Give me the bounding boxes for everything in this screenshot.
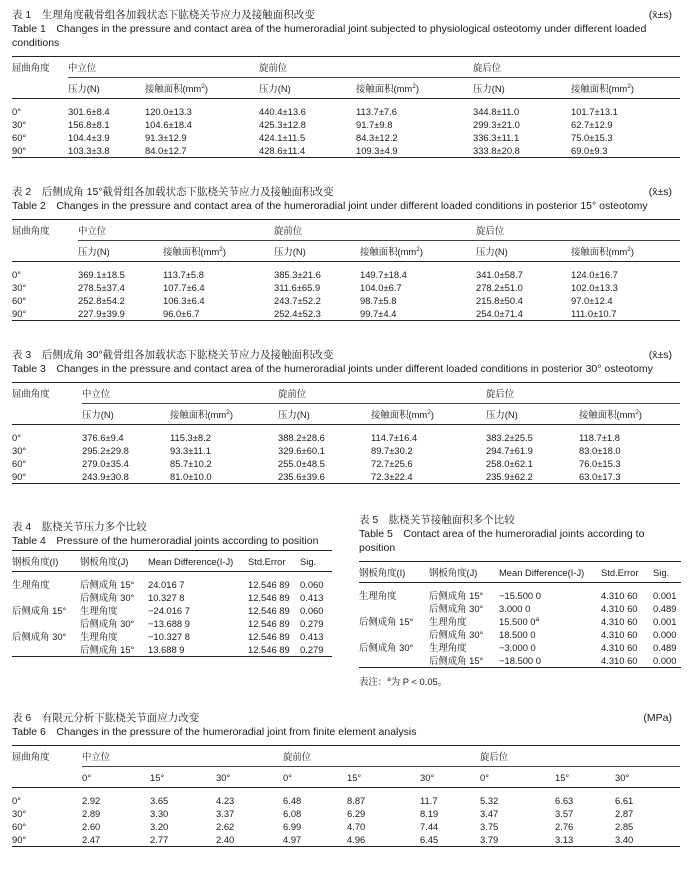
table-cell: 301.6±8.4 bbox=[68, 106, 110, 117]
col-header: Sig. bbox=[300, 555, 317, 567]
table-cell: 75.0±15.3 bbox=[571, 132, 613, 143]
table-cell: 149.7±18.4 bbox=[360, 269, 407, 280]
sub-header: 压力(N) bbox=[82, 408, 114, 420]
table-cell: 63.0±17.3 bbox=[579, 471, 621, 482]
table-cell: 124.0±16.7 bbox=[571, 269, 618, 280]
table-cell: 72.3±22.4 bbox=[371, 471, 413, 482]
sub-header: 接触面积$(mm^2)$ bbox=[163, 245, 226, 257]
table-cell: 97.0±12.4 bbox=[571, 295, 613, 306]
table-cell: 6.63 bbox=[555, 795, 574, 806]
group-header: 旋前位 bbox=[283, 746, 480, 767]
group-header: 中立位 bbox=[78, 220, 274, 241]
group-header: 旋后位 bbox=[486, 383, 680, 404]
sub-header: 压力(N) bbox=[68, 82, 100, 94]
table-cell: 90° bbox=[12, 145, 27, 156]
table-cell: 2.89 bbox=[82, 808, 101, 819]
table-cell: 84.3±12.2 bbox=[356, 132, 398, 143]
sub-header: 接触面积$(mm^2)$ bbox=[579, 408, 642, 420]
table-row bbox=[12, 118, 680, 131]
group-header: 旋后位 bbox=[473, 57, 680, 78]
table-cell: 85.7±10.2 bbox=[170, 458, 212, 469]
table-cell: 6.99 bbox=[283, 821, 302, 832]
table-cell: 生理角度 bbox=[80, 631, 118, 642]
table-cell: 336.3±11.1 bbox=[473, 132, 520, 143]
table-cell: 后侧成角 30° bbox=[12, 631, 67, 642]
table-cell: 254.0±71.4 bbox=[476, 308, 523, 319]
table-cell: 90° bbox=[12, 308, 27, 319]
sub-header: 压力(N) bbox=[476, 245, 508, 257]
table-cell: 60° bbox=[12, 295, 27, 306]
table-row bbox=[12, 444, 680, 457]
table-cell: 2.77 bbox=[150, 834, 169, 845]
table-row bbox=[12, 457, 680, 470]
sub-header: 30° bbox=[216, 771, 231, 783]
table-row bbox=[12, 105, 680, 118]
table-cell: 生理角度 bbox=[359, 590, 397, 601]
table-cell: 3.75 bbox=[480, 821, 499, 832]
table-cell: 156.8±8.1 bbox=[68, 119, 110, 130]
table-cell: 3.57 bbox=[555, 808, 574, 819]
table-cell: 0.001 bbox=[653, 616, 677, 627]
table-cell: 3.37 bbox=[216, 808, 235, 819]
table-cell: 0.060 bbox=[300, 579, 324, 590]
table-cell: 425.3±12.8 bbox=[259, 119, 306, 130]
sub-header: 接触面积$(mm^2)$ bbox=[170, 408, 233, 420]
table-cell: 428.6±11.4 bbox=[259, 145, 306, 156]
table-cell: 生理角度 bbox=[429, 642, 467, 653]
table-cell: 30° bbox=[12, 445, 27, 456]
table-cell: 生理角度 bbox=[429, 616, 467, 627]
table-cell: 6.08 bbox=[283, 808, 302, 819]
table-1-title: 表 1 生理角度截骨组各加载状态下肱桡关节应力及接触面积改变 bbox=[12, 9, 315, 21]
col-header: 钢板角度(I) bbox=[359, 566, 406, 578]
sub-header: 0° bbox=[283, 771, 292, 783]
table-cell: 0.489 bbox=[653, 603, 677, 614]
table-cell: 后侧成角 15° bbox=[429, 655, 484, 666]
table-cell: 30° bbox=[12, 808, 27, 819]
table-cell bbox=[12, 767, 82, 788]
table-cell: 72.7±25.6 bbox=[371, 458, 413, 469]
table-cell: 12.546 89 bbox=[248, 579, 290, 590]
table-row bbox=[12, 294, 680, 307]
table-cell: 4.96 bbox=[347, 834, 366, 845]
table-cell: 后侧成角 30° bbox=[80, 618, 135, 629]
sub-header: 压力(N) bbox=[278, 408, 310, 420]
sub-header: 压力(N) bbox=[259, 82, 291, 94]
col-header: 屈曲角度 bbox=[12, 387, 50, 399]
group-header: 中立位 bbox=[68, 57, 259, 78]
table-row bbox=[359, 654, 681, 668]
table-cell: 12.546 89 bbox=[248, 605, 290, 616]
table-cell: 后侧成角 15° bbox=[12, 605, 67, 616]
table-cell: 0.001 bbox=[653, 590, 677, 601]
table-cell: 98.7±5.8 bbox=[360, 295, 397, 306]
table-row bbox=[12, 833, 680, 847]
table-cell: 3.30 bbox=[150, 808, 169, 819]
table-1-en-title: Table 1 Changes in the pressure and contact area of the humeroradial joint subjected to physiological osteotomy under different loaded conditions bbox=[12, 23, 647, 49]
table-cell: 102.0±13.3 bbox=[571, 282, 618, 293]
group-header: 旋后位 bbox=[480, 746, 680, 767]
table-cell: 后侧成角 15° bbox=[429, 590, 484, 601]
table-cell: 4.310 60 bbox=[601, 655, 638, 666]
sub-header: 接触面积$(mm^2)$ bbox=[356, 82, 419, 94]
table-cell: 6.61 bbox=[615, 795, 634, 806]
table-cell: 388.2±28.6 bbox=[278, 432, 325, 443]
table-cell: 13.688 9 bbox=[148, 644, 185, 655]
sub-header: 压力(N) bbox=[473, 82, 505, 94]
table-row bbox=[359, 589, 681, 602]
table-3-stat: (x̄±s) bbox=[648, 349, 672, 361]
table-row bbox=[12, 144, 680, 158]
table-cell: 333.8±20.8 bbox=[473, 145, 520, 156]
table-cell: 4.70 bbox=[347, 821, 366, 832]
table-cell: 62.7±12.9 bbox=[571, 119, 613, 130]
table-cell: −24.016 7 bbox=[148, 605, 190, 616]
table-cell: 299.3±21.0 bbox=[473, 119, 520, 130]
table-cell: 99.7±4.4 bbox=[360, 308, 397, 319]
table-cell: 3.000 0 bbox=[499, 603, 531, 614]
col-header: Mean Difference(I-J) bbox=[148, 555, 234, 567]
table-cell: 0.279 bbox=[300, 618, 324, 629]
table-cell bbox=[12, 617, 80, 630]
table-cell: 12.546 89 bbox=[248, 644, 290, 655]
table-cell: 83.0±18.0 bbox=[579, 445, 621, 456]
group-header: 中立位 bbox=[82, 383, 278, 404]
sub-header: 接触面积$(mm^2)$ bbox=[571, 245, 634, 257]
table-cell: 84.0±12.7 bbox=[145, 145, 187, 156]
table-cell: 109.3±4.9 bbox=[356, 145, 398, 156]
table-cell: 4.310 60 bbox=[601, 603, 638, 614]
sub-header: 15° bbox=[347, 771, 362, 783]
table-row bbox=[359, 641, 681, 654]
table-4-en-title: Table 4 Pressure of the humeroradial joints according to position bbox=[12, 535, 319, 547]
table-cell: 81.0±10.0 bbox=[170, 471, 212, 482]
table-cell: 30° bbox=[12, 119, 27, 130]
table-cell bbox=[359, 628, 429, 641]
table-cell: 0.000 bbox=[653, 655, 677, 666]
table-cell: 278.5±37.4 bbox=[78, 282, 125, 293]
table-cell: 5.32 bbox=[480, 795, 499, 806]
table-cell: 12.546 89 bbox=[248, 631, 290, 642]
table-cell: 后侧成角 30° bbox=[429, 603, 484, 614]
col-header: 钢板角度(I) bbox=[12, 555, 59, 567]
table-3-title: 表 3 后侧成角 30°截骨组各加载状态下肱桡关节应力及接触面积改变 bbox=[12, 349, 334, 361]
table-cell: 生理角度 bbox=[12, 579, 50, 590]
col-header: Std.Error bbox=[248, 555, 286, 567]
table-cell: −10.327 8 bbox=[148, 631, 190, 642]
table-cell: 341.0±58.7 bbox=[476, 269, 523, 280]
table-cell: 118.7±1.8 bbox=[579, 432, 620, 443]
table-6 bbox=[12, 711, 680, 847]
table-cell: 376.6±9.4 bbox=[82, 432, 124, 443]
sub-header: 30° bbox=[615, 771, 630, 783]
table-row bbox=[12, 820, 680, 833]
table-cell: 103.3±3.8 bbox=[68, 145, 110, 156]
table-cell: 11.7 bbox=[420, 795, 438, 806]
col-header: 屈曲角度 bbox=[12, 224, 50, 236]
table-cell: 3.20 bbox=[150, 821, 169, 832]
table-row bbox=[12, 794, 680, 807]
table-cell: 3.65 bbox=[150, 795, 169, 806]
table-cell: 311.6±65.9 bbox=[274, 282, 321, 293]
col-header: Mean Difference(I-J) bbox=[499, 566, 585, 578]
table-cell: 329.6±60.1 bbox=[278, 445, 325, 456]
sub-header: 接触面积$(mm^2)$ bbox=[571, 82, 634, 94]
table-cell: 101.7±13.1 bbox=[571, 106, 618, 117]
sub-header: 压力(N) bbox=[486, 408, 518, 420]
table-cell: 后侧成角 15° bbox=[80, 644, 135, 655]
table-5-en-title: Table 5 Contact area of the humeroradial joints according to position bbox=[359, 528, 645, 554]
table-cell: 215.8±50.4 bbox=[476, 295, 523, 306]
table-cell: 0.000 bbox=[653, 629, 677, 640]
table-row bbox=[12, 591, 332, 604]
table-cell: 243.7±52.2 bbox=[274, 295, 321, 306]
table-cell: 93.3±11.1 bbox=[170, 445, 211, 456]
table-4 bbox=[12, 520, 332, 657]
col-header: Sig. bbox=[653, 566, 670, 578]
group-header: 旋前位 bbox=[259, 57, 473, 78]
table-cell bbox=[12, 404, 82, 425]
table-cell: 115.3±8.2 bbox=[170, 432, 211, 443]
table-cell: 3.79 bbox=[480, 834, 499, 845]
table-cell: −3.000 0 bbox=[499, 642, 536, 653]
table-cell: 2.92 bbox=[82, 795, 101, 806]
table-cell: 76.0±15.3 bbox=[579, 458, 621, 469]
table-cell: 0° bbox=[12, 269, 21, 280]
table-cell: 后侧成角 30° bbox=[80, 592, 135, 603]
table-3-en-title: Table 3 Changes in the pressure and contact area of the humeroradial joints under different loaded conditions in posterior 30° osteotomy bbox=[12, 363, 653, 375]
table-cell: 114.7±16.4 bbox=[371, 432, 418, 443]
table-row bbox=[12, 604, 332, 617]
table-cell: 369.1±18.5 bbox=[78, 269, 125, 280]
table-cell: 15.500 0$^a$ bbox=[499, 615, 540, 627]
group-header: 旋前位 bbox=[278, 383, 486, 404]
table-row bbox=[12, 268, 680, 281]
table-cell: 60° bbox=[12, 821, 27, 832]
table-cell: 10.327 8 bbox=[148, 592, 185, 603]
table-1-stat: (x̄±s) bbox=[648, 9, 672, 21]
table-cell: 2.85 bbox=[615, 821, 634, 832]
table-cell: 106.3±6.4 bbox=[163, 295, 205, 306]
table-cell: 12.546 89 bbox=[248, 618, 290, 629]
col-header: 屈曲角度 bbox=[12, 61, 50, 73]
col-header: 钢板角度(J) bbox=[429, 566, 478, 578]
table-cell: 后侧成角 30° bbox=[429, 629, 484, 640]
group-header: 旋后位 bbox=[476, 220, 680, 241]
table-cell: −15.500 0 bbox=[499, 590, 541, 601]
table-row bbox=[12, 617, 332, 630]
group-header: 中立位 bbox=[82, 746, 283, 767]
table-cell: 89.7±30.2 bbox=[371, 445, 413, 456]
sub-header: 0° bbox=[480, 771, 489, 783]
table-row bbox=[359, 628, 681, 641]
table-cell: 4.310 60 bbox=[601, 642, 638, 653]
table-row bbox=[12, 630, 332, 643]
table-5-note: 表注：$^a$为 P < 0.05。 bbox=[359, 675, 448, 687]
table-cell: 12.546 89 bbox=[248, 592, 290, 603]
table-cell bbox=[12, 78, 68, 99]
sub-header: 压力(N) bbox=[78, 245, 110, 257]
table-2 bbox=[12, 185, 680, 321]
table-row bbox=[12, 307, 680, 321]
table-cell: 60° bbox=[12, 458, 27, 469]
table-cell: 8.87 bbox=[347, 795, 366, 806]
table-row bbox=[359, 602, 681, 615]
table-cell: 4.310 60 bbox=[601, 616, 638, 627]
table-cell: 4.310 60 bbox=[601, 629, 638, 640]
table-cell: 3.47 bbox=[480, 808, 499, 819]
sub-header: 接触面积$(mm^2)$ bbox=[371, 408, 434, 420]
table-cell bbox=[359, 602, 429, 615]
table-row bbox=[12, 281, 680, 294]
table-cell: 294.7±61.9 bbox=[486, 445, 533, 456]
table-cell: 18.500 0 bbox=[499, 629, 536, 640]
sub-header: 15° bbox=[150, 771, 165, 783]
table-cell: 0.279 bbox=[300, 644, 324, 655]
table-3 bbox=[12, 348, 680, 484]
table-cell: 252.8±54.2 bbox=[78, 295, 125, 306]
table-cell: 258.0±62.1 bbox=[486, 458, 533, 469]
table-cell: 4.23 bbox=[216, 795, 235, 806]
table-cell: 2.60 bbox=[82, 821, 101, 832]
table-5-title: 表 5 肱桡关节接触面积多个比较 bbox=[359, 514, 515, 526]
table-cell bbox=[359, 654, 429, 668]
col-header: Std.Error bbox=[601, 566, 639, 578]
table-cell: 4.310 60 bbox=[601, 590, 638, 601]
sub-header: 压力(N) bbox=[274, 245, 306, 257]
table-4-title: 表 4 肱桡关节压力多个比较 bbox=[12, 521, 147, 533]
table-cell: 后侧成角 15° bbox=[80, 579, 135, 590]
table-cell: 227.9±39.9 bbox=[78, 308, 125, 319]
table-cell: −18.500 0 bbox=[499, 655, 541, 666]
table-cell: 440.4±13.6 bbox=[259, 106, 306, 117]
table-cell: 24.016 7 bbox=[148, 579, 185, 590]
table-cell: 2.62 bbox=[216, 821, 235, 832]
table-cell: 8.19 bbox=[420, 808, 439, 819]
sub-header: 接触面积$(mm^2)$ bbox=[360, 245, 423, 257]
table-cell: 4.97 bbox=[283, 834, 302, 845]
table-cell: 385.3±21.6 bbox=[274, 269, 321, 280]
table-row bbox=[12, 643, 332, 657]
significance-mark: a bbox=[535, 615, 540, 623]
table-row bbox=[12, 470, 680, 484]
table-cell: 0.413 bbox=[300, 592, 324, 603]
table-cell: 424.1±11.5 bbox=[259, 132, 306, 143]
table-cell bbox=[12, 591, 80, 604]
table-cell: 0° bbox=[12, 106, 21, 117]
table-cell: 120.0±13.3 bbox=[145, 106, 192, 117]
table-cell: 113.7±7.6 bbox=[356, 106, 397, 117]
table-cell: −13.688 9 bbox=[148, 618, 190, 629]
table-cell: 91.7±9.8 bbox=[356, 119, 393, 130]
table-cell: 69.0±9.3 bbox=[571, 145, 608, 156]
table-cell: 344.8±11.0 bbox=[473, 106, 520, 117]
table-cell: 104.6±18.4 bbox=[145, 119, 192, 130]
table-cell: 113.7±5.8 bbox=[163, 269, 204, 280]
table-2-en-title: Table 2 Changes in the pressure and contact area of the humeroradial joint under different loaded conditions in posterior 15° osteotomy bbox=[12, 200, 648, 212]
table-cell: 235.6±39.6 bbox=[278, 471, 325, 482]
group-header: 旋前位 bbox=[274, 220, 476, 241]
table-cell bbox=[12, 241, 78, 262]
table-6-en-title: Table 6 Changes in the pressure of the humeroradial joint from finite element analysis bbox=[12, 726, 417, 738]
table-row bbox=[12, 807, 680, 820]
table-cell: 2.47 bbox=[82, 834, 101, 845]
sub-header: 30° bbox=[420, 771, 435, 783]
table-cell: 6.45 bbox=[420, 834, 439, 845]
table-1 bbox=[12, 8, 680, 158]
table-cell: 107.7±6.4 bbox=[163, 282, 205, 293]
table-cell: 255.0±48.5 bbox=[278, 458, 325, 469]
table-cell: 278.2±51.0 bbox=[476, 282, 523, 293]
table-cell: 2.76 bbox=[555, 821, 574, 832]
table-cell: 6.48 bbox=[283, 795, 302, 806]
table-cell: 91.3±12.9 bbox=[145, 132, 187, 143]
table-cell: 104.0±6.7 bbox=[360, 282, 402, 293]
table-cell: 0° bbox=[12, 795, 21, 806]
table-cell: 0.413 bbox=[300, 631, 324, 642]
table-2-stat: (x̄±s) bbox=[648, 186, 672, 198]
table-cell: 383.2±25.5 bbox=[486, 432, 533, 443]
table-cell bbox=[12, 643, 80, 657]
col-header: 钢板角度(J) bbox=[80, 555, 129, 567]
table-cell: 243.9±30.8 bbox=[82, 471, 129, 482]
table-cell: 0.060 bbox=[300, 605, 324, 616]
table-row bbox=[359, 615, 681, 628]
table-cell: 3.13 bbox=[555, 834, 574, 845]
table-cell: 后侧成角 30° bbox=[359, 642, 414, 653]
table-cell: 60° bbox=[12, 132, 27, 143]
table-row bbox=[12, 578, 332, 591]
table-cell: 2.40 bbox=[216, 834, 235, 845]
table-cell: 2.87 bbox=[615, 808, 634, 819]
table-cell: 后侧成角 15° bbox=[359, 616, 414, 627]
sub-header: 接触面积$(mm^2)$ bbox=[145, 82, 208, 94]
table-cell: 生理角度 bbox=[80, 605, 118, 616]
table-cell: 0.489 bbox=[653, 642, 677, 653]
table-cell: 6.29 bbox=[347, 808, 366, 819]
table-row bbox=[12, 431, 680, 444]
table-cell: 0° bbox=[12, 432, 21, 443]
table-cell: 252.4±52.3 bbox=[274, 308, 321, 319]
sub-header: 15° bbox=[555, 771, 570, 783]
sub-header: 0° bbox=[82, 771, 91, 783]
table-cell: 30° bbox=[12, 282, 27, 293]
table-cell: 3.40 bbox=[615, 834, 634, 845]
table-cell: 7.44 bbox=[420, 821, 439, 832]
table-5 bbox=[359, 513, 681, 688]
table-row bbox=[12, 131, 680, 144]
table-cell: 90° bbox=[12, 834, 27, 845]
table-cell: 295.2±29.8 bbox=[82, 445, 129, 456]
table-6-stat: (MPa) bbox=[643, 712, 672, 724]
table-cell: 96.0±6.7 bbox=[163, 308, 200, 319]
table-cell: 104.4±3.9 bbox=[68, 132, 110, 143]
table-cell: 90° bbox=[12, 471, 27, 482]
table-cell: 235.9±62.2 bbox=[486, 471, 533, 482]
table-cell: 111.0±10.7 bbox=[571, 308, 617, 319]
table-6-title: 表 6 有限元分析下肱桡关节面应力改变 bbox=[12, 712, 200, 724]
table-cell: 279.0±35.4 bbox=[82, 458, 129, 469]
col-header: 屈曲角度 bbox=[12, 750, 50, 762]
table-2-title: 表 2 后侧成角 15°截骨组各加载状态下肱桡关节应力及接触面积改变 bbox=[12, 186, 334, 198]
